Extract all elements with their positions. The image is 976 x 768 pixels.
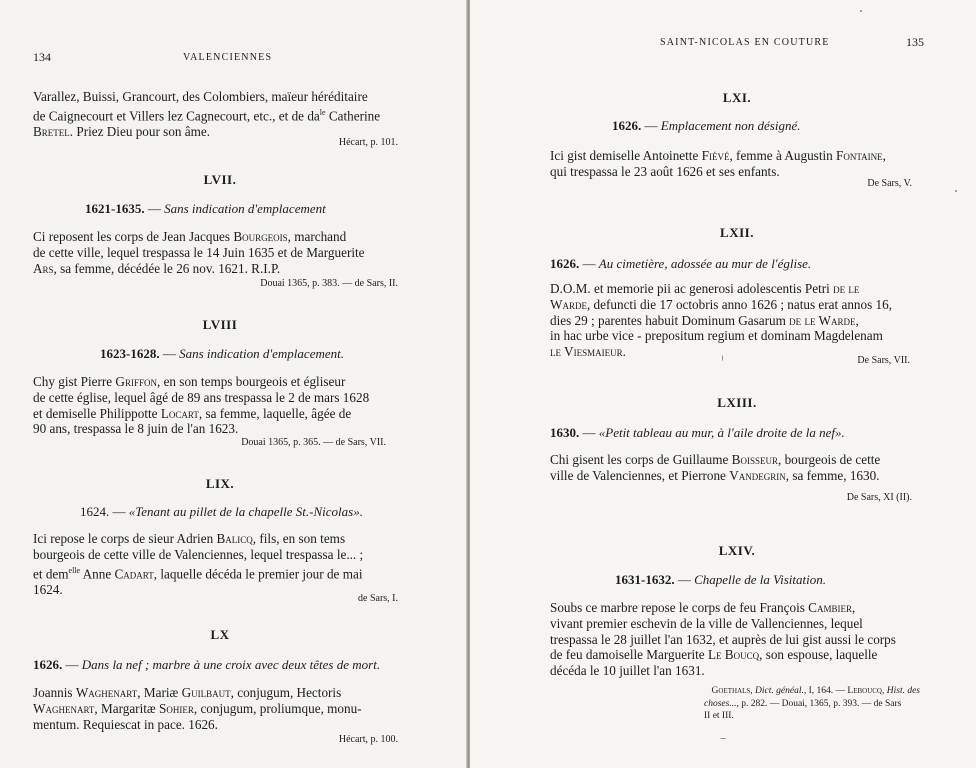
source-citation: de Sars, I. <box>358 593 398 604</box>
entry-number-lxi: LXI. <box>722 90 752 105</box>
entry-subheading: 1631-1632. — Chapelle de la Visitation. <box>615 572 827 587</box>
source-citation: Douai 1365, p. 365. — de Sars, VII. <box>241 437 386 448</box>
inscription-text: D.O.M. et memorie pii ac generosi adolescentis Petri de le Warde, defuncti die 17 octobris anno 1626 ; natus erat annos 16, dies 29 ; parentes habuit Dominum Gasarum de le Warde, in hac urbe vice - prepositum regium et dominam Magdelenam le Viesmaieur. <box>550 281 893 360</box>
left-running-head: VALENCIENNES <box>183 52 273 63</box>
entry-number-lxii: LXII. <box>720 225 754 240</box>
entry-subheading: 1626. — Emplacement non désigné. <box>612 118 801 133</box>
inscription-text: Chi gisent les corps de Guillaume Boisseur, bourgeois de cette ville de Valenciennes, et Pierrone Vandegrin, sa femme, 1630. <box>550 452 881 483</box>
right-page-number: 135 <box>906 35 924 49</box>
left-page-number: 134 <box>33 50 51 64</box>
source-citation: De Sars, XI (II). <box>846 492 912 503</box>
inscription-text: Joannis Waghenart, Mariæ Guilbaut, conjugum, Hectoris Waghenart, Margaritæ Sohier, conjugum, proliumque, monu- mentum. Requiescat in pace. 1626. <box>33 685 362 732</box>
entry-subheading: 1626. — Dans la nef ; marbre à une croix avec deux têtes de mort. <box>33 657 381 672</box>
continuation-text <box>33 89 407 140</box>
entry-number-lxiii: LXIII. <box>717 395 757 410</box>
source-citation: Hécart, p. 101. <box>338 137 398 148</box>
inscription-text: Ici repose le corps de sieur Adrien Balicq, fils, en son tems bourgeois de cette ville de Valenciennes, lequel trespassa le... ; et dem$^{elle}$ Anne Cadart, laquelle décéda le premier jour de mai 1624. <box>33 531 364 597</box>
paper-speck <box>955 190 957 192</box>
inscription-text: Chy gist Pierre Griffon, en son temps bourgeois et égliseur de cette église, lequel âgé de 89 ans trespassa le 2 de mars 1628 et demiselle Philippotte Locart, sa femme, laquelle, âgée de 90 ans, trespassa le 8 juin de l'an 1623. <box>33 374 370 437</box>
entry-subheading: 1624. — «Tenant au pillet de la chapelle St.-Nicolas». <box>80 504 363 519</box>
entry-number-lxiv: LXIV. <box>718 543 756 558</box>
inscription-text: Ci reposent les corps de Jean Jacques Bourgeois, marchand de cette ville, lequel trespassa le 14 Juin 1635 et de Marguerite Ars, sa femme, décédée le 26 nov. 1621. R.I.P. <box>33 229 365 276</box>
entry-number-lx: LX <box>210 627 230 642</box>
inscription-text: Ici gist demiselle Antoinette Fiévé, femme à Augustin Fontaine, qui trespassa le 23 août 1626 et ses enfants. <box>550 148 886 179</box>
source-citation: Goethals, Dict. généal., I, 164. — Leboucq, Hist. des choses..., p. 282. — Douai, 1365, p. 393. — de Sars II et III. <box>704 686 920 721</box>
entry-subheading: 1626. — Au cimetière, adossée au mur de l'église. <box>550 256 812 271</box>
paper-speck <box>860 10 862 12</box>
text-line: Varallez, Buissi, Grancourt, des Colombiers, maïeur héréditaire <box>33 89 368 104</box>
entry-number-lviii: LVIII <box>202 317 238 332</box>
entry-subheading: 1621-1635. — Sans indication d'emplacement <box>85 201 326 216</box>
source-citation: Hécart, p. 100. <box>338 734 398 745</box>
entry-subheading: 1630. — «Petit tableau au mur, à l'aile droite de la nef». <box>550 425 845 440</box>
entry-subheading: 1623-1628. — Sans indication d'emplacement. <box>100 346 344 361</box>
right-page <box>470 0 976 768</box>
source-citation: Douai 1365, p. 383. — de Sars, II. <box>260 278 398 289</box>
source-citation: De Sars, V. <box>867 178 912 189</box>
paper-speck <box>720 738 726 739</box>
entry-number-lvii: LVII. <box>203 172 237 187</box>
text-line: de Caignecourt et Villers lez Cagnecourt, etc., et de $da^{le}$ Catherine <box>33 107 381 124</box>
text-line: Bretel. Priez Dieu pour son âme. <box>33 123 211 139</box>
paper-speck <box>722 355 723 361</box>
entry-number-lix: LIX. <box>205 476 235 491</box>
source-citation: De Sars, VII. <box>857 355 910 366</box>
right-running-head: SAINT-NICOLAS EN COUTURE <box>660 37 830 48</box>
inscription-text: Soubs ce marbre repose le corps de feu François Cambier, vivant premier eschevin de la ville de Vallenciennes, lequel trespassa le 28 juillet l'an 1632, et auprès de lui gist aussi le corps de feu damoiselle Marguerite Le Boucq, son espouse, laquelle décéda le 10 juillet l'an 1631. <box>550 600 896 679</box>
left-page <box>0 0 468 768</box>
